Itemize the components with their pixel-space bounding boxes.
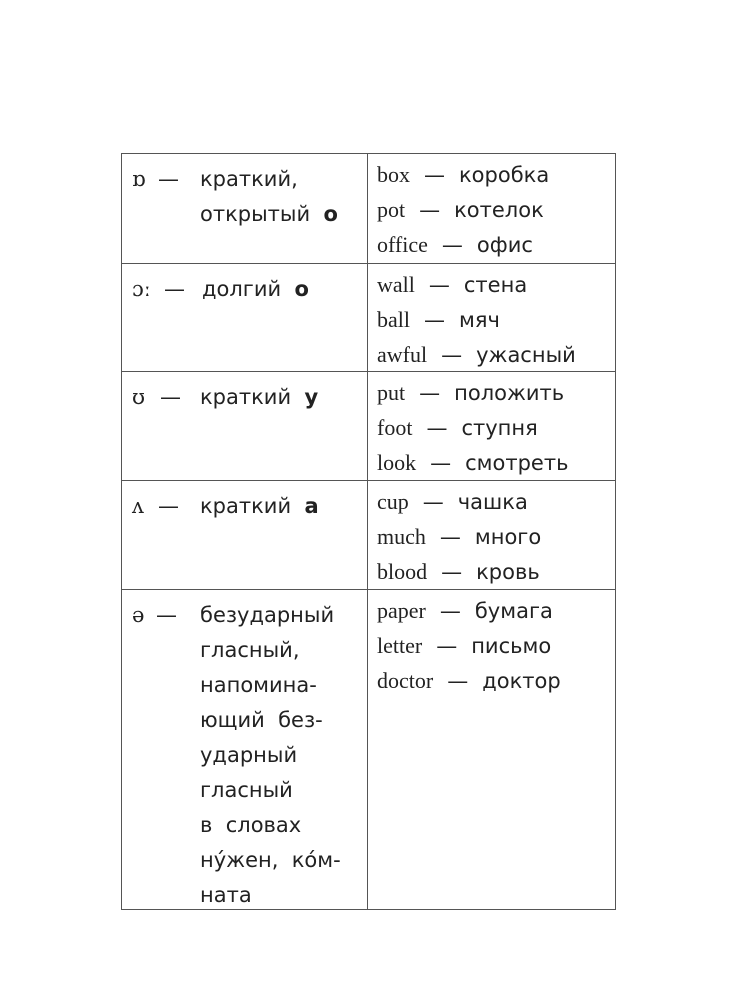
russian-word: смотреть	[465, 451, 569, 475]
vowel-letter: о	[323, 202, 338, 226]
dash: —	[422, 490, 444, 514]
example-row	[377, 410, 615, 445]
vowel-cell-5	[122, 590, 368, 909]
vowel-letter: о	[294, 277, 309, 301]
english-word: cup	[377, 489, 409, 514]
desc-line: краткий	[200, 385, 292, 409]
example-row	[377, 663, 615, 698]
example-row	[377, 302, 615, 337]
phonetic-symbol: ə	[132, 603, 145, 627]
vowel-description	[200, 380, 318, 415]
dash: —	[441, 343, 463, 367]
dash: —	[439, 599, 461, 623]
example-row	[377, 227, 615, 262]
russian-word: котелок	[454, 198, 544, 222]
dash: —	[158, 494, 179, 518]
dash: —	[160, 385, 181, 409]
dash: —	[441, 233, 463, 257]
vowel-description	[202, 272, 309, 307]
english-word: letter	[377, 633, 423, 658]
phonetic-symbol: ʌ	[132, 494, 144, 518]
examples-cell-4	[368, 481, 615, 590]
example-row	[377, 628, 615, 663]
russian-word: бумага	[474, 599, 553, 623]
vowel-description	[200, 598, 341, 913]
vowel-cell-2	[122, 264, 368, 372]
dash: —	[424, 163, 445, 187]
english-word: look	[377, 450, 417, 475]
vowel-description	[200, 162, 338, 232]
example-row	[377, 445, 615, 480]
dash: —	[447, 669, 469, 693]
examples-cell-2	[368, 264, 615, 372]
russian-word: стена	[463, 273, 528, 297]
english-word: paper	[377, 598, 426, 623]
vowel-letter: а	[304, 494, 319, 518]
dash: —	[441, 560, 463, 584]
english-word: put	[377, 380, 406, 405]
desc-line: напомина-	[200, 673, 317, 697]
examples-cell-1	[368, 154, 615, 264]
example-row	[377, 337, 615, 372]
desc-line: ударный	[200, 743, 298, 767]
russian-word: много	[474, 525, 542, 549]
vowel-letter: у	[304, 385, 319, 409]
example-row	[377, 375, 615, 410]
desc-line: в словах	[200, 813, 302, 837]
dash: —	[158, 167, 179, 191]
phonetic-symbol: ɔː	[132, 277, 151, 301]
dash: —	[428, 273, 450, 297]
english-word: wall	[377, 272, 415, 297]
russian-word: положить	[454, 381, 565, 405]
russian-word: коробка	[459, 163, 550, 187]
english-word: ball	[377, 307, 410, 332]
vowel-cell-1	[122, 154, 368, 264]
dash: —	[424, 308, 445, 332]
dash: —	[156, 603, 177, 627]
desc-line: гласный	[200, 778, 293, 802]
example-row	[377, 192, 615, 227]
examples-cell-5	[368, 590, 615, 909]
example-row	[377, 484, 615, 519]
vowel-cell-3	[122, 372, 368, 481]
english-word: foot	[377, 415, 413, 440]
desc-line: долгий	[202, 277, 282, 301]
russian-word: мяч	[459, 308, 500, 332]
english-word: office	[377, 232, 428, 257]
english-word: pot	[377, 197, 406, 222]
vowel-description	[200, 489, 319, 524]
desc-line: краткий	[200, 494, 292, 518]
desc-line: гласный,	[200, 638, 300, 662]
desc-line: краткий,	[200, 167, 298, 191]
vowel-table	[121, 153, 616, 910]
desc-line: безударный	[200, 603, 335, 627]
phonetic-symbol: ɒ	[132, 167, 146, 191]
desc-line: ну́жен, ко́м-	[200, 848, 341, 872]
english-word: blood	[377, 559, 428, 584]
english-word: much	[377, 524, 426, 549]
russian-word: офис	[476, 233, 533, 257]
english-word: box	[377, 162, 410, 187]
example-row	[377, 157, 615, 192]
russian-word: ступня	[461, 416, 538, 440]
english-word: doctor	[377, 668, 434, 693]
english-word: awful	[377, 342, 428, 367]
desc-line: ющий без-	[200, 708, 323, 732]
example-row	[377, 519, 615, 554]
russian-word: кровь	[476, 560, 540, 584]
dash: —	[436, 634, 458, 658]
russian-word: доктор	[482, 669, 561, 693]
phonetic-symbol: ʊ	[132, 385, 146, 409]
vowel-cell-4	[122, 481, 368, 590]
desc-line: открытый	[200, 202, 311, 226]
dash: —	[430, 451, 452, 475]
example-row	[377, 554, 615, 589]
dash: —	[164, 277, 185, 301]
example-row	[377, 593, 615, 628]
dash: —	[426, 416, 448, 440]
russian-word: ужасный	[476, 343, 576, 367]
dash: —	[419, 381, 441, 405]
russian-word: письмо	[471, 634, 552, 658]
example-row	[377, 267, 615, 302]
dash: —	[439, 525, 461, 549]
dash: —	[419, 198, 441, 222]
examples-cell-3	[368, 372, 615, 481]
desc-line: ната	[200, 883, 252, 907]
russian-word: чашка	[457, 490, 528, 514]
